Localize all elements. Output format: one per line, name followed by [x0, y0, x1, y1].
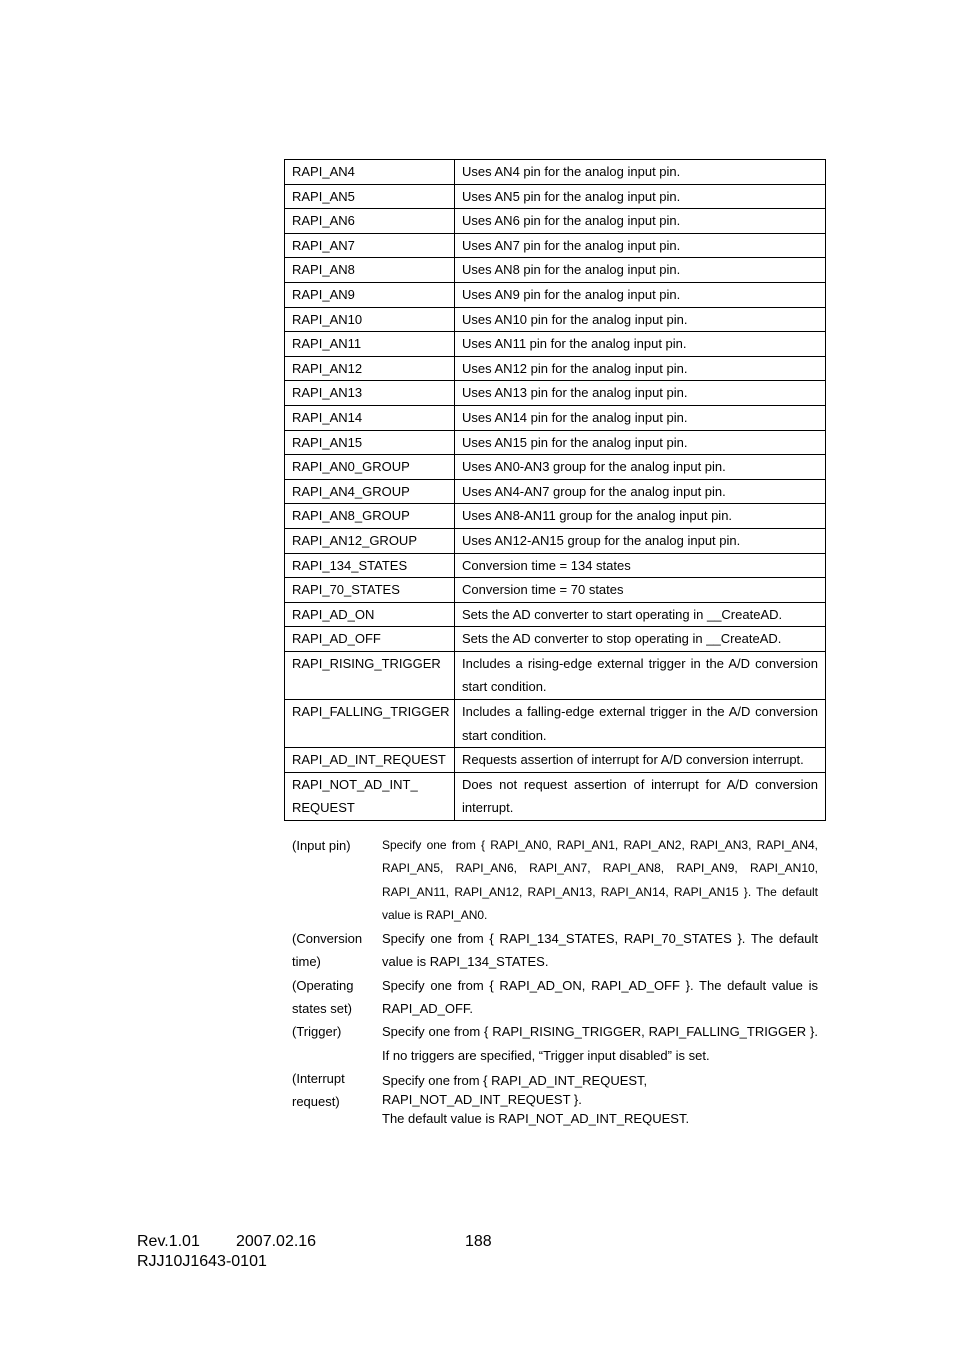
param-row-trigger [284, 1020, 826, 1067]
revision-date: 2007.02.16 [236, 1233, 317, 1250]
definition-name: RAPI_AN8_GROUP [285, 504, 455, 529]
definition-name: RAPI_AN4_GROUP [285, 479, 455, 504]
definition-description: Includes a falling-edge external trigger in the A/D conversion start condition. [455, 700, 826, 748]
definition-description: Uses AN5 pin for the analog input pin. [455, 184, 826, 209]
footer-revision-line [137, 1232, 316, 1252]
definitions-table-body [285, 160, 826, 821]
definition-name: RAPI_FALLING_TRIGGER [285, 700, 455, 748]
definition-name: RAPI_AN13 [285, 381, 455, 406]
param-row-interrupt-request [284, 1067, 826, 1128]
definition-name: RAPI_AN9 [285, 282, 455, 307]
definition-description: Uses AN8‑AN11 group for the analog input pin. [455, 504, 826, 529]
table-row [285, 258, 826, 283]
revision-label: Rev.1.01 [137, 1233, 200, 1250]
definition-name: RAPI_NOT_AD_INT_ REQUEST [285, 772, 455, 820]
definition-name: RAPI_134_STATES [285, 553, 455, 578]
definition-description: Uses AN10 pin for the analog input pin. [455, 307, 826, 332]
definition-description: Uses AN4‑AN7 group for the analog input pin. [455, 479, 826, 504]
table-row [285, 504, 826, 529]
param-row-input-pin [284, 834, 826, 927]
definition-name: RAPI_AN11 [285, 332, 455, 357]
table-row [285, 578, 826, 603]
page-footer [137, 1232, 316, 1272]
param-label: (Conversion time) [292, 931, 363, 970]
definition-name: RAPI_AN5 [285, 184, 455, 209]
definition-description: Uses AN15 pin for the analog input pin. [455, 430, 826, 455]
param-label: (Trigger) [292, 1024, 342, 1040]
table-row [285, 528, 826, 553]
table-row [285, 209, 826, 234]
definition-name: RAPI_AN10 [285, 307, 455, 332]
param-description-line: RAPI_NOT_AD_INT_REQUEST }. [382, 1091, 582, 1107]
param-label: (Input pin) [292, 838, 351, 853]
table-row [285, 772, 826, 820]
parameter-descriptions [284, 834, 826, 1128]
param-description: Specify one from { RAPI_AN0, RAPI_AN1, RAPI_AN2, RAPI_AN3, RAPI_AN4, RAPI_AN5, RAPI_AN6, RAPI_AN7, RAPI_AN8, RAPI_AN9, RAPI_AN10, RAPI_AN11, RAPI_AN12, RAPI_AN13, RAPI_AN14, RAPI_AN15 }. The default value is RAPI_AN0. [382, 838, 818, 922]
table-row [285, 332, 826, 357]
definition-description: Uses AN6 pin for the analog input pin. [455, 209, 826, 234]
param-description: Specify one from { RAPI_RISING_TRIGGER, RAPI_FALLING_TRIGGER }. If no triggers are specified, “Trigger input disabled” is set. [382, 1024, 818, 1063]
definition-description: Uses AN0‑AN3 group for the analog input pin. [455, 455, 826, 480]
definition-name: RAPI_AN0_GROUP [285, 455, 455, 480]
definition-name: RAPI_AN15 [285, 430, 455, 455]
definitions-table [284, 159, 826, 821]
definition-description: Does not request assertion of interrupt for A/D conversion interrupt. [455, 772, 826, 820]
definition-description: Uses AN11 pin for the analog input pin. [455, 332, 826, 357]
param-label: (Interrupt request) [292, 1070, 345, 1110]
definition-description: Uses AN8 pin for the analog input pin. [455, 258, 826, 283]
table-row [285, 627, 826, 652]
definition-description: Uses AN12‑AN15 group for the analog input pin. [455, 528, 826, 553]
definition-name: RAPI_AN12_GROUP [285, 528, 455, 553]
definition-description: Includes a rising-edge external trigger in the A/D conversion start condition. [455, 651, 826, 699]
definition-name: RAPI_AN8 [285, 258, 455, 283]
definition-name: RAPI_AD_OFF [285, 627, 455, 652]
definition-description: Uses AN13 pin for the analog input pin. [455, 381, 826, 406]
page-number: 188 [465, 1233, 492, 1250]
param-row-operating-states [284, 974, 826, 1021]
param-description [374, 1067, 826, 1128]
table-row [285, 356, 826, 381]
definition-name: RAPI_70_STATES [285, 578, 455, 603]
definition-description: Conversion time = 70 states [455, 578, 826, 603]
table-row [285, 405, 826, 430]
table-row [285, 748, 826, 773]
definition-name: RAPI_AN7 [285, 233, 455, 258]
definition-name: RAPI_AN14 [285, 405, 455, 430]
definition-description: Uses AN12 pin for the analog input pin. [455, 356, 826, 381]
definition-description: Requests assertion of interrupt for A/D conversion interrupt. [455, 748, 826, 773]
table-row [285, 381, 826, 406]
param-description-line: Specify one from { RAPI_AD_INT_REQUEST, [382, 1072, 648, 1088]
param-row-conversion-time [284, 927, 826, 974]
table-row [285, 184, 826, 209]
table-row [285, 233, 826, 258]
definition-name: RAPI_AD_INT_REQUEST [285, 748, 455, 773]
definition-description: Uses AN14 pin for the analog input pin. [455, 405, 826, 430]
param-description-line: The default value is RAPI_NOT_AD_INT_REQUEST. [382, 1110, 690, 1126]
param-label: (Operating states set) [292, 977, 354, 1017]
document-number: RJJ10J1643-0101 [137, 1253, 267, 1270]
table-row [285, 602, 826, 627]
definition-name: RAPI_AD_ON [285, 602, 455, 627]
table-row [285, 160, 826, 185]
definition-description: Uses AN7 pin for the analog input pin. [455, 233, 826, 258]
definition-name: RAPI_RISING_TRIGGER [285, 651, 455, 699]
table-row [285, 553, 826, 578]
definition-description: Conversion time = 134 states [455, 553, 826, 578]
definition-name: RAPI_AN6 [285, 209, 455, 234]
table-row [285, 430, 826, 455]
table-row [285, 307, 826, 332]
definition-description: Uses AN9 pin for the analog input pin. [455, 282, 826, 307]
table-row [285, 282, 826, 307]
table-row [285, 455, 826, 480]
param-description: Specify one from { RAPI_AD_ON, RAPI_AD_OFF }. The default value is RAPI_AD_OFF. [382, 977, 818, 1017]
definition-name: RAPI_AN4 [285, 160, 455, 185]
definition-name: RAPI_AN12 [285, 356, 455, 381]
definition-description: Sets the AD converter to stop operating in __CreateAD. [455, 627, 826, 652]
table-row [285, 479, 826, 504]
definition-description: Sets the AD converter to start operating in __CreateAD. [455, 602, 826, 627]
table-row [285, 700, 826, 748]
table-row [285, 651, 826, 699]
definition-description: Uses AN4 pin for the analog input pin. [455, 160, 826, 185]
param-description: Specify one from { RAPI_134_STATES, RAPI_70_STATES }. The default value is RAPI_134_STATES. [382, 931, 818, 970]
